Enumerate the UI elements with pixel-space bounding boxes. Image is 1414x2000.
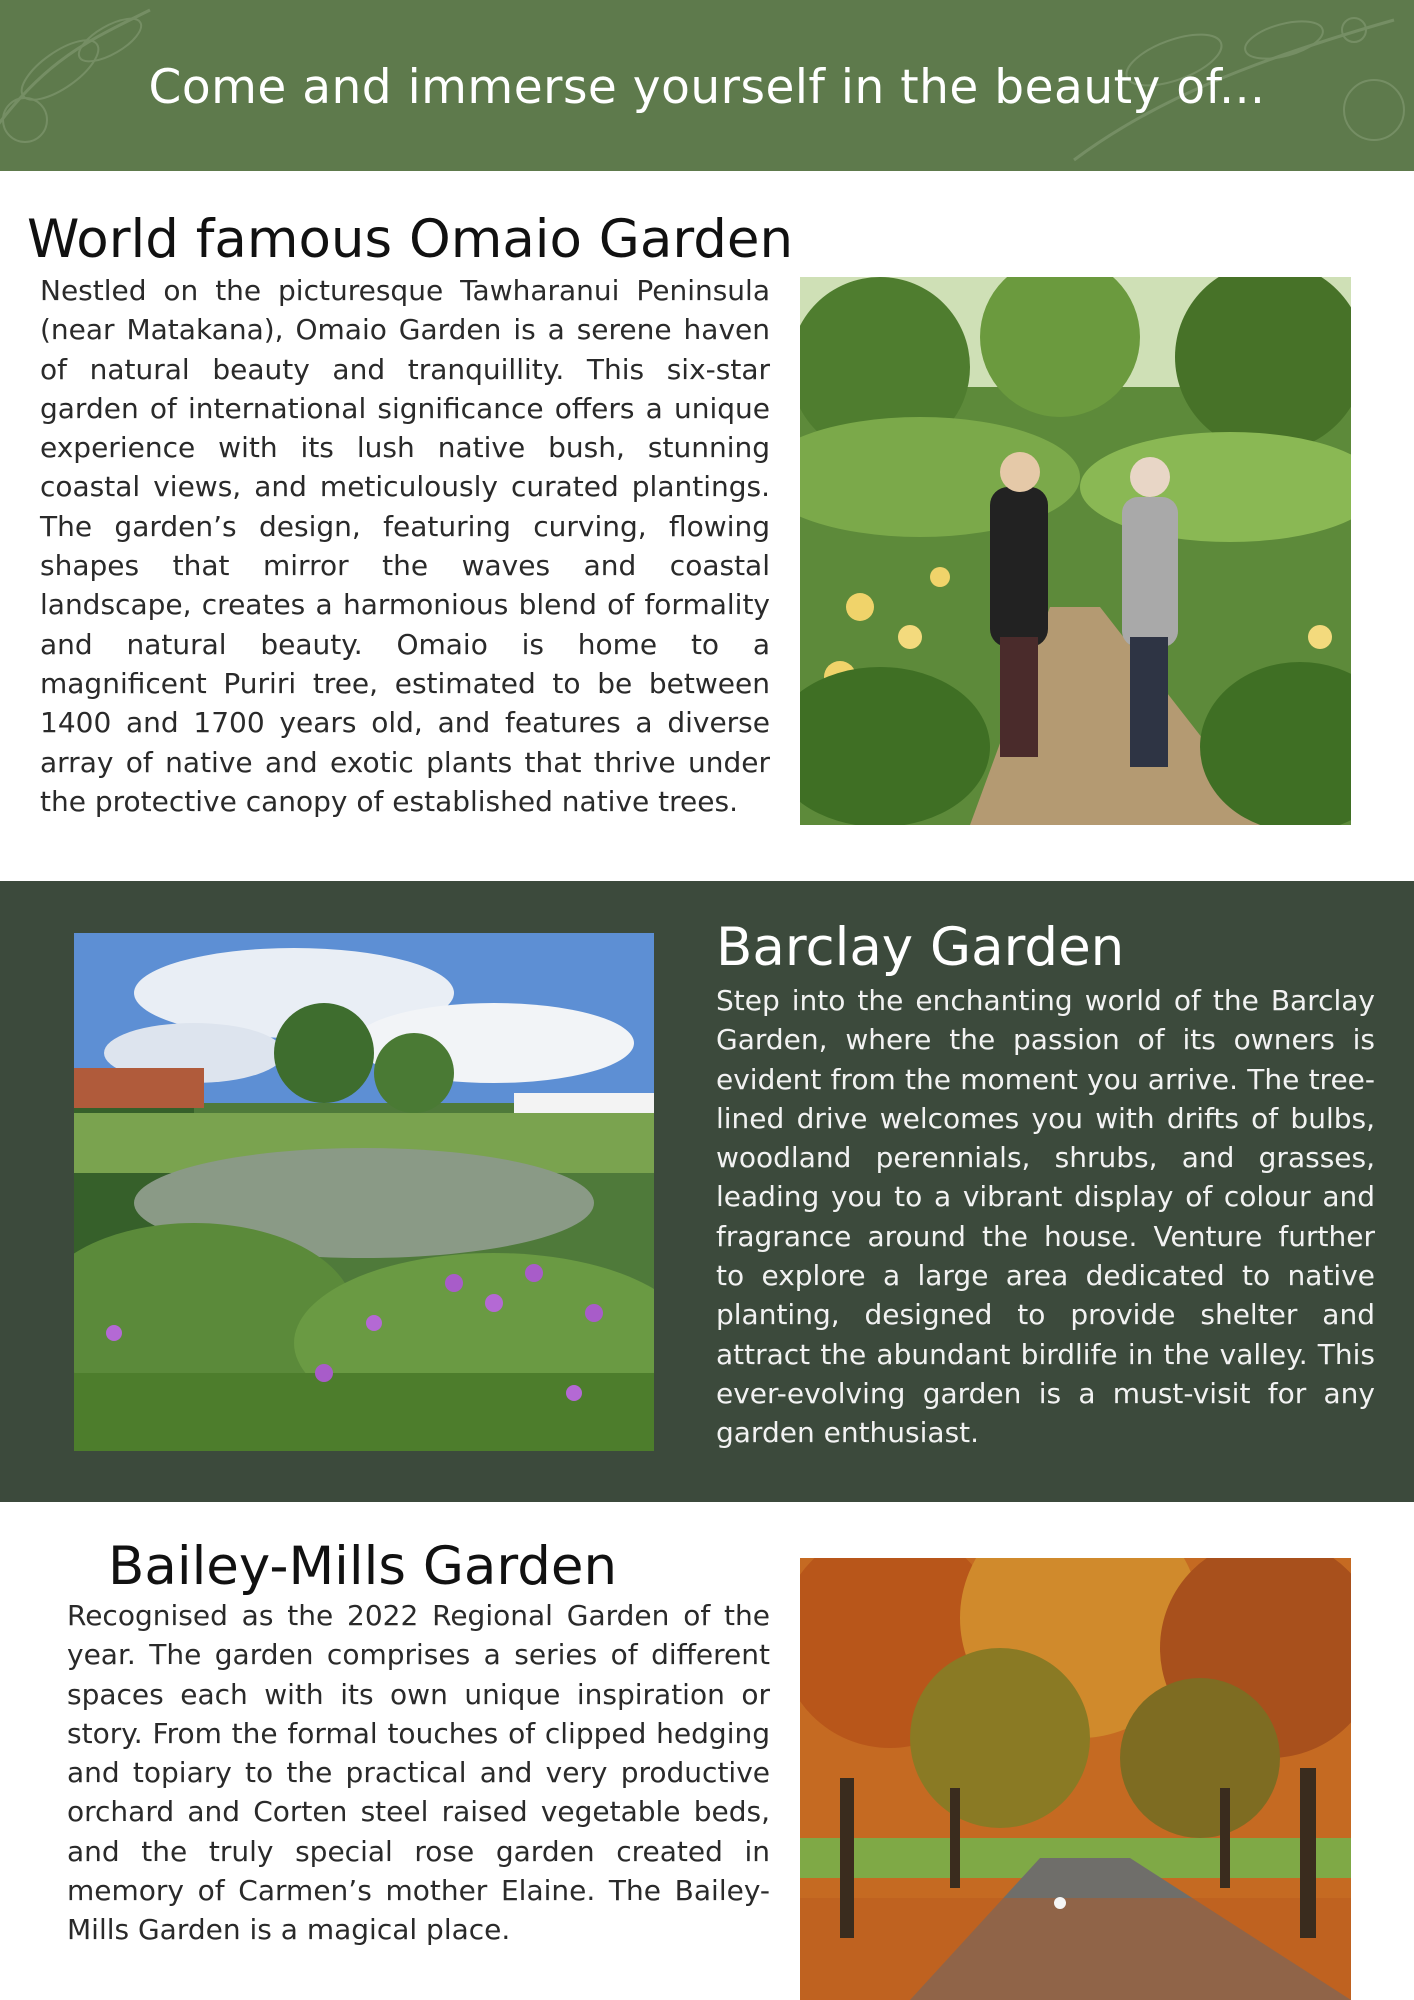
section-title: World famous Omaio Garden (27, 209, 794, 270)
section-description: Step into the enchanting world of the Barclay Garden, where the passion of its owners is evident from the moment you arrive. The tree-lined drive welcomes you with drifts of bulbs, woodland perennials, shrubs, and grasses, leading you to a vibrant display of colour and fragrance around the house. Venture further to explore a large area dedicated to native planting, designed to provide shelter and attract the abundant birdlife in the valley. This ever-evolving garden is a must-visit for any garden enthusiast. (716, 984, 1375, 1450)
section-description: Nestled on the picturesque Tawharanui Peninsula (near Matakana), Omaio Garden is a serene haven of natural beauty and tranquillity. This six-star garden of international significance offers a unique experience with its lush native bush, stunning coastal views, and meticulously curated plantings. The garden’s design, featuring curving, flowing shapes that mirror the waves and coastal landscape, creates a harmonious blend of formality and natural beauty. Omaio is home to a magnificent Puriri tree, estimated to be between 1400 and 1700 years old, and features a diverse array of native and exotic plants that thrive under the protective canopy of established native trees. (40, 274, 770, 818)
section-title: Barclay Garden (716, 917, 1125, 978)
page-heading: Come and immerse yourself in the beauty of... (148, 60, 1266, 115)
barclay-garden-photo (74, 933, 654, 1451)
header-banner (0, 0, 1414, 171)
bailey-mills-section (0, 1502, 1414, 2000)
omaio-garden-photo (800, 277, 1351, 825)
omaio-section (0, 171, 1414, 881)
section-title: Bailey-Mills Garden (108, 1536, 618, 1597)
bailey-mills-garden-photo (800, 1558, 1351, 2000)
section-description: Recognised as the 2022 Regional Garden of the year. The garden comprises a series of different spaces each with its own unique inspiration or story. From the formal touches of clipped hedging and topiary to the practical and very productive orchard and Corten steel raised vegetable beds, and the truly special rose garden created in memory of Carmen’s mother Elaine. The Bailey-Mills Garden is a magical place. (67, 1599, 770, 1947)
barclay-section (0, 881, 1414, 1502)
